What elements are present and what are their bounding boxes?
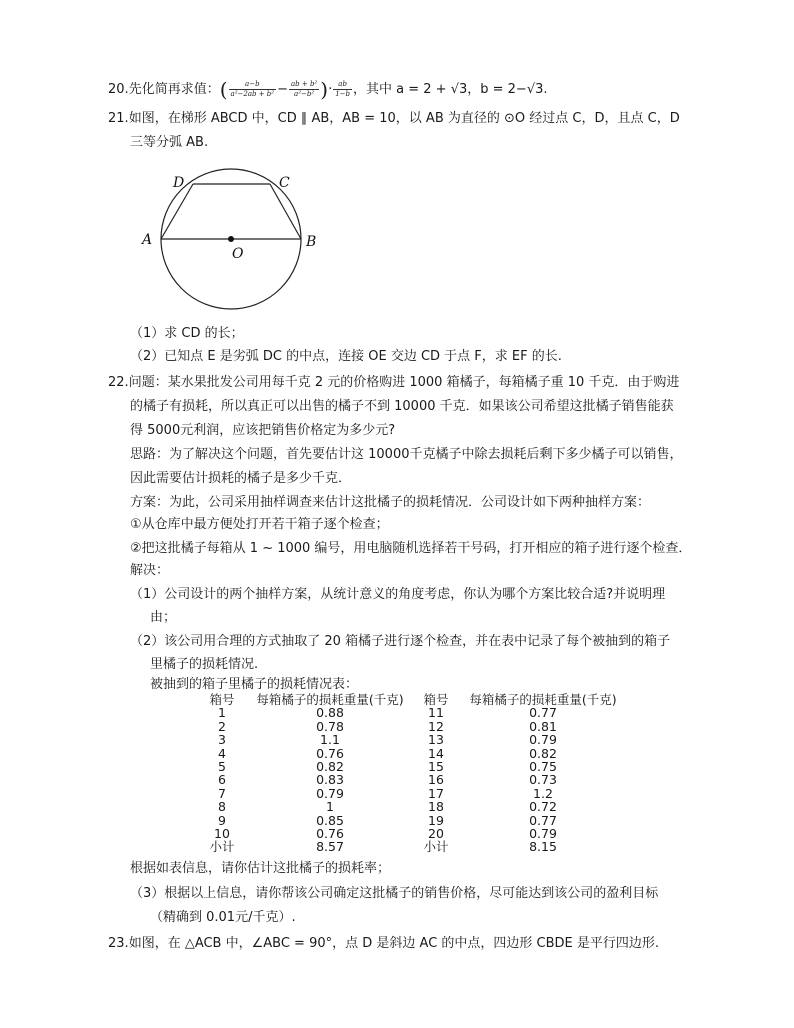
table-cell: 6 [218, 772, 226, 788]
table-cell: 0.82 [529, 745, 557, 761]
table-cell: 0.78 [316, 718, 344, 734]
table-cell: 12 [428, 718, 444, 734]
table-cell: 5 [218, 758, 226, 774]
table-cell: 0.76 [316, 745, 344, 761]
table-cell: 11 [428, 705, 444, 721]
q22-sub1-line1: （1）公司设计的两个抽样方案，从统计意义的角度考虑，你认为哪个方案比较合适?并说明理 [130, 587, 666, 602]
table-row [200, 800, 640, 813]
table-cell: 小计 [209, 839, 235, 855]
q22-after-table: 根据如表信息，请你估计这批橘子的损耗率； [130, 861, 391, 876]
label-d: D [173, 175, 185, 191]
label-o: O [232, 246, 244, 262]
header-loss: 每箱橘子的损耗重量(千克) [256, 692, 404, 707]
table-cell: 2 [218, 718, 226, 734]
table-cell: 1.1 [320, 732, 340, 748]
table-cell: 1.2 [533, 785, 553, 801]
table-cell: 1 [218, 705, 226, 721]
table-row [200, 747, 640, 760]
q22-line7: ②把这批橘子每箱从 1 ~ 1000 编号，用电脑随机选择若干号码，打开相应的箱子进行逐个检查． [130, 541, 692, 556]
table-cell: 0.73 [529, 772, 557, 788]
label-b: B [306, 234, 317, 250]
segment-ad [161, 184, 193, 239]
q22-line0 [108, 374, 679, 392]
q21-sub1: （1）求 CD 的长； [130, 326, 244, 341]
header-box-no: 箱号 [209, 692, 235, 707]
q22-line6: ①从仓库中最方便处打开若干箱子逐个检查； [130, 517, 389, 532]
header-box-no-2: 箱号 [423, 692, 449, 707]
circle-trapezoid-figure [140, 166, 340, 316]
q20-prefix: 先化简再求值： [128, 82, 220, 97]
table-cell: 0.77 [529, 705, 557, 721]
q22-line8: 解决： [130, 563, 170, 578]
table-cell: 0.85 [316, 812, 344, 828]
q21-line2: 三等分弧 AB. [130, 135, 209, 150]
q22-number: 22. [108, 375, 129, 390]
table-cell: 7 [218, 785, 226, 801]
table-cell: 15 [428, 758, 444, 774]
q22-sub2-line2: 里橘子的损耗情况. [150, 657, 259, 672]
table-row [200, 720, 640, 733]
dot-sign: · [328, 82, 333, 97]
table-cell: 0.72 [529, 799, 557, 815]
table-row [200, 733, 640, 746]
table-cell: 8 [218, 799, 226, 815]
q22-line5: 方案：为此，公司采用抽样调查来估计这批橘子的损耗情况．公司设计如下两种抽样方案： [130, 495, 651, 510]
label-c: C [279, 175, 290, 191]
table-cell: 18 [428, 799, 444, 815]
table-row [200, 773, 640, 786]
table-cell: 0.76 [316, 825, 344, 841]
header-loss-2: 每箱橘子的损耗重量(千克) [469, 692, 617, 707]
table-cell: 0.88 [316, 705, 344, 721]
table-cell: 0.83 [316, 772, 344, 788]
table-cell: 4 [218, 745, 226, 761]
q20-frac3: $\frac{ab}{1-b}$ [335, 80, 351, 98]
q21-number: 21. [108, 111, 129, 126]
table-row [200, 814, 640, 827]
table-cell: 10 [214, 825, 230, 841]
q23-line1 [108, 935, 659, 953]
table-cell: 20 [428, 825, 444, 841]
left-paren: ( [219, 77, 228, 102]
q22-line2: 得 5000元利润，应该把销售价格定为多少元? [130, 423, 396, 438]
table-cell: 0.81 [529, 718, 557, 734]
q20-line [108, 77, 548, 102]
table-cell: 9 [218, 812, 226, 828]
q23-number: 23. [108, 936, 129, 951]
q20-frac2: $\frac{\text{ab + b²}}{\text{a²−b²}}$ [290, 80, 318, 98]
q20-suffix: ，其中 a = 2 + √3，b = 2−√3. [353, 82, 548, 97]
table-row [200, 706, 640, 719]
table-row [200, 787, 640, 800]
q20-number: 20. [108, 82, 129, 97]
table-cell: 0.77 [529, 812, 557, 828]
table-row [200, 840, 640, 853]
table-cell: 14 [428, 745, 444, 761]
q21-text: 如图，在梯形 ABCD 中，CD ∥ AB，AB = 10，以 AB 为直径的 ⊙O 经过点 C，D，且点 C，D [128, 111, 680, 126]
segment-bc [270, 184, 301, 239]
label-a: A [142, 232, 153, 248]
table-cell: 13 [428, 732, 444, 748]
table-cell: 0.79 [316, 785, 344, 801]
table-cell: 3 [218, 732, 226, 748]
table-cell: 8.57 [316, 839, 344, 855]
table-cell: 小计 [423, 839, 449, 855]
q22-line3: 思路：为了解决这个问题，首先要估计这 10000千克橘子中除去损耗后剩下多少橘子可以销售， [130, 447, 683, 462]
loss-table [200, 693, 640, 854]
table-cell: 1 [326, 799, 334, 815]
table-cell: 8.15 [529, 839, 557, 855]
q22-sub1-line2: 由； [150, 610, 177, 625]
table-header-row [200, 693, 640, 706]
table-cell: 17 [428, 785, 444, 801]
table-caption: 被抽到的箱子里橘子的损耗情况表： [150, 677, 359, 692]
q22-sub3-line1: （3）根据以上信息，请你帮该公司确定这批橘子的销售价格，尽可能达到该公司的盈利目标 [130, 886, 659, 901]
q22-text-0: 问题：某水果批发公司用每千克 2 元的价格购进 1000 箱橘子，每箱橘子重 10 千克．由于购进 [128, 375, 680, 390]
table-cell: 0.79 [529, 825, 557, 841]
q23-text: 如图，在 △ACB 中，∠ABC = 90°，点 D 是斜边 AC 的中点，四边形 CBDE 是平行四边形. [128, 936, 660, 951]
q22-sub3-line2: （精确到 0.01元/千克）. [150, 910, 296, 925]
table-cell: 19 [428, 812, 444, 828]
q20-frac1: $\frac{a-b}{\text{a²−2ab + b²}}$ [230, 80, 275, 98]
q22-sub2-line1: （2）该公司用合理的方式抽取了 20 箱橘子进行逐个检查，并在表中记录了每个被抽到的箱子 [130, 634, 671, 649]
table-cell: 0.82 [316, 758, 344, 774]
table-cell: 16 [428, 772, 444, 788]
minus-sign: − [277, 82, 288, 97]
table-cell: 0.79 [529, 732, 557, 748]
center-point [228, 236, 234, 242]
q21-line1 [108, 110, 680, 128]
table-cell: 0.75 [529, 758, 557, 774]
table-row [200, 760, 640, 773]
q21-sub2: （2）已知点 E 是劣弧 DC 的中点，连接 OE 交边 CD 于点 F，求 EF 的长. [130, 349, 562, 364]
table-row [200, 827, 640, 840]
right-paren: ) [320, 77, 329, 102]
q22-line4: 因此需要估计损耗的橘子是多少千克． [130, 471, 352, 486]
q22-line1: 的橘子有损耗，所以真正可以出售的橘子不到 10000 千克．如果该公司希望这批橘子销售能获 [130, 399, 674, 414]
